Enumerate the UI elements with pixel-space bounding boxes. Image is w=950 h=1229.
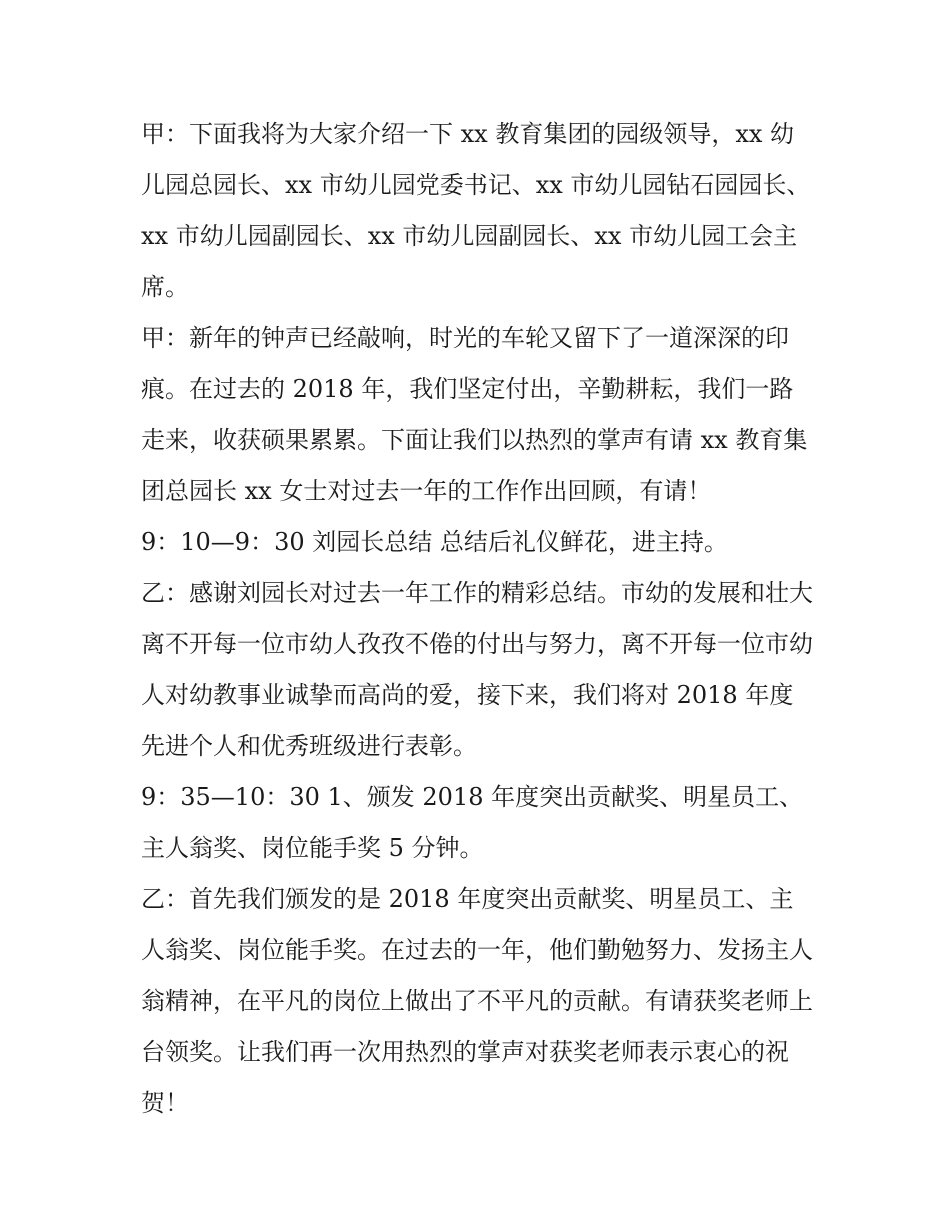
paragraph-thanks-commendation: 乙：感谢刘园长对过去一年工作的精彩总结。市幼的发展和壮大离不开每一位市幼人孜孜不倦的付出与努力，离不开每一位市幼人对幼教事业诚挚而高尚的爱，接下来，我们将对 2018 年度先进个人和优秀班级进行表彰。 xyxy=(141,579,813,760)
paragraph-schedule-awards: 9：35—10：30 1、颁发 2018 年度突出贡献奖、明星员工、主人翁奖、岗位能手奖 5 分钟。 xyxy=(141,783,804,862)
paragraph-new-year-review: 甲：新年的钟声已经敲响，时光的车轮又留下了一道深深的印痕。在过去的 2018 年，我们坚定付出，辛勤耕耘，我们一路走来，收获硕果累累。下面让我们以热烈的掌声有请 xx 教育集团总园长 xx 女士对过去一年的工作作出回顾，有请！ xyxy=(141,324,808,505)
paragraph-awards-presentation: 乙：首先我们颁发的是 2018 年度突出贡献奖、明星员工、主人翁奖、岗位能手奖。在过去的一年，他们勤勉努力、发扬主人翁精神，在平凡的岗位上做出了不平凡的贡献。有请获奖老师上台领奖。让我们再一次用热烈的掌声对获奖老师表示衷心的祝贺！ xyxy=(141,885,813,1117)
document-body xyxy=(141,109,813,1129)
paragraph-leaders-intro: 甲：下面我将为大家介绍一下 xx 教育集团的园级领导，xx 幼儿园总园长、xx 市幼儿园党委书记、xx 市幼儿园钻石园园长、xx 市幼儿园副园长、xx 市幼儿园副园长、xx 市幼儿园工会主席。 xyxy=(141,120,811,301)
paragraph-schedule-summary: 9：10—9：30 刘园长总结 总结后礼仪鲜花，进主持。 xyxy=(141,528,728,556)
